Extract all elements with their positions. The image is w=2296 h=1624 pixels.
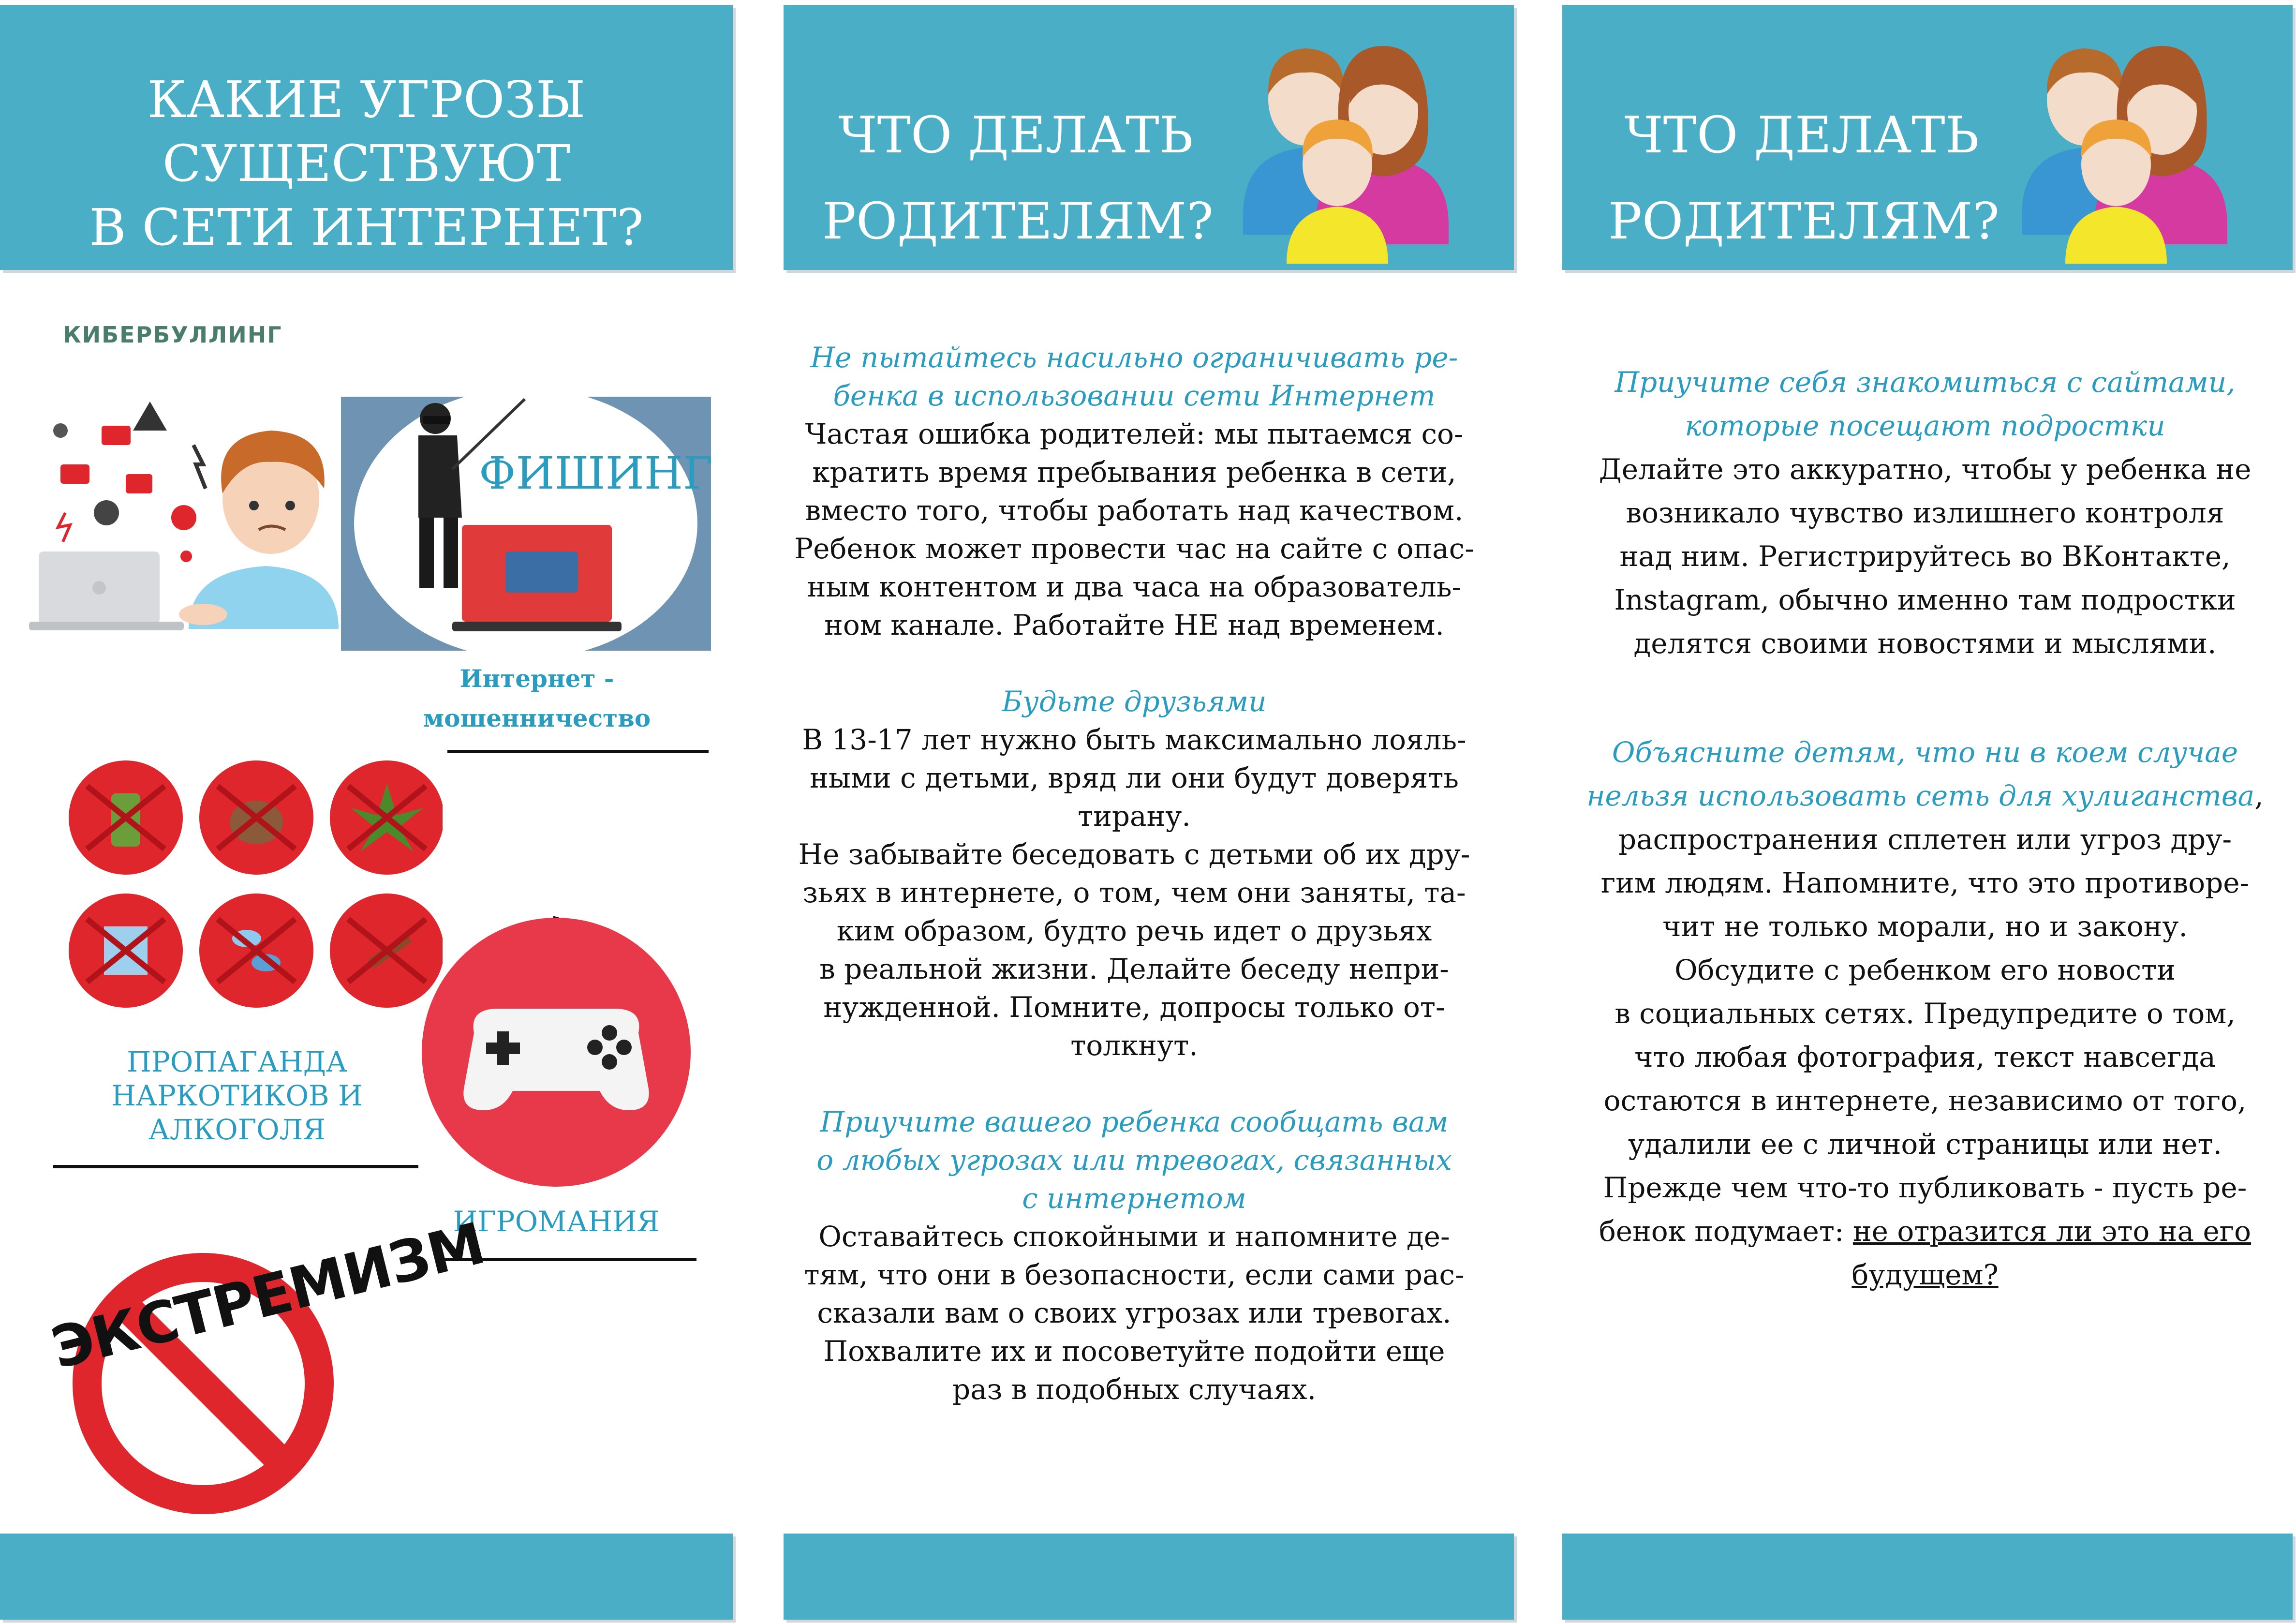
body-line: в социальных сетях. Предупредите о том, bbox=[1615, 997, 2236, 1030]
body-line: Не забывайте беседовать с детьми об их дру- bbox=[798, 838, 1470, 871]
panel3-content bbox=[1567, 360, 2283, 1296]
divider-line bbox=[447, 750, 709, 753]
panel3-title-line: РОДИТЕЛЯМ? bbox=[1608, 192, 2000, 251]
heading-line bbox=[1567, 774, 2283, 818]
body-line: зьях в интернете, о том, чем они заняты, та- bbox=[802, 876, 1466, 909]
body-line: вместо того, чтобы работать над качеством. bbox=[805, 494, 1464, 527]
section-body bbox=[784, 415, 1485, 644]
body-line bbox=[1567, 1253, 2283, 1296]
body-line: что любая фотография, текст навсегда bbox=[1634, 1041, 2216, 1073]
body-line: сказали вам о своих угрозах или тревогах. bbox=[817, 1296, 1452, 1329]
panel2-title bbox=[822, 92, 1214, 264]
heading-line: Не пытайтесь насильно ограничивать ре- bbox=[810, 341, 1458, 374]
section-heading bbox=[784, 339, 1485, 415]
body-line: Похвалите их и посоветуйте подойти еще bbox=[823, 1335, 1445, 1368]
body-line: возникало чувство излишнего контроля bbox=[1626, 496, 2224, 529]
fraud-caption bbox=[392, 659, 682, 738]
section-heading bbox=[1567, 360, 2283, 447]
section-heading bbox=[784, 683, 1485, 721]
heading-line: Будьте друзьями bbox=[1002, 685, 1267, 718]
body-line: ным контентом и два часа на образователь- bbox=[807, 570, 1462, 603]
section-body bbox=[1567, 447, 2283, 665]
body-line: Instagram, обычно именно там подростки bbox=[1614, 583, 2236, 616]
section-body bbox=[1567, 818, 2283, 1296]
body-line: Оставайтесь спокойными и напомните де- bbox=[818, 1220, 1450, 1253]
panel2-footer-banner bbox=[784, 1534, 1514, 1620]
body-line: тям, что они в безопасности, если сами рас- bbox=[804, 1258, 1465, 1291]
body-line: ными с детьми, вряд ли они будут доверять bbox=[810, 761, 1459, 794]
body-line: Обсудите с ребенком его новости bbox=[1674, 954, 2176, 986]
body-line: толкнут. bbox=[1070, 1029, 1198, 1062]
body-line: делятся своими новостями и мыслями. bbox=[1633, 627, 2217, 660]
extremism-label: ЭКСТРЕМИЗМ bbox=[45, 1209, 491, 1382]
body-line: тирану. bbox=[1078, 800, 1191, 833]
fraud-caption-line: Интернет - bbox=[459, 664, 614, 693]
section-body bbox=[784, 721, 1485, 1065]
section-heading bbox=[1567, 730, 2283, 818]
drugs-caption bbox=[73, 1045, 401, 1147]
panel3-title bbox=[1608, 92, 2000, 264]
panel1-title-line: КАКИЕ УГРОЗЫ bbox=[147, 70, 586, 129]
panel1-footer-banner bbox=[0, 1534, 733, 1620]
family-icon bbox=[2012, 31, 2230, 268]
body-line: чит не только морали, но и закону. bbox=[1662, 910, 2188, 943]
body-line: раз в подобных случаях. bbox=[952, 1373, 1317, 1406]
heading-line: с интернетом bbox=[1022, 1182, 1246, 1215]
body-line: в реальной жизни. Делайте беседу непри- bbox=[819, 953, 1449, 985]
heading-line: Приучите вашего ребенка сообщать вам bbox=[820, 1105, 1449, 1138]
body-line: распространения сплетен или угроз дру- bbox=[1618, 823, 2232, 856]
drugs-caption-line: АЛКОГОЛЯ bbox=[148, 1113, 326, 1146]
body-line: Частая ошибка родителей: мы пытаемся со- bbox=[805, 417, 1464, 450]
panel2-title-line: РОДИТЕЛЯМ? bbox=[822, 192, 1214, 251]
body-line: Прежде чем что-то публиковать - пусть ре- bbox=[1603, 1171, 2247, 1204]
phishing-illustration bbox=[341, 397, 711, 651]
panel1-title-line: СУЩЕСТВУЮТ bbox=[162, 134, 571, 193]
gamepad-icon bbox=[416, 912, 696, 1188]
heading-line: Объясните детям, что ни в коем случае bbox=[1612, 736, 2238, 769]
body-line: ким образом, будто речь идет о друзьях bbox=[836, 914, 1432, 947]
drugs-caption-line: НАРКОТИКОВ И bbox=[111, 1079, 363, 1112]
body-line: удалили ее с личной страницы или нет. bbox=[1628, 1128, 2222, 1161]
section-heading bbox=[784, 1103, 1485, 1218]
panel3-title-line: ЧТО ДЕЛАТЬ bbox=[1624, 105, 1979, 164]
panel2-title-line: ЧТО ДЕЛАТЬ bbox=[838, 105, 1193, 164]
gaming-caption: ИГРОМАНИЯ bbox=[453, 1205, 660, 1238]
underlined-text: будущем? bbox=[1852, 1258, 1999, 1291]
heading-line: которые посещают подростки bbox=[1685, 409, 2165, 442]
panel1-title-line: В СЕТИ ИНТЕРНЕТ? bbox=[89, 198, 644, 257]
body-line: Ребенок может провести час на сайте с опас- bbox=[794, 532, 1474, 565]
body-line: над ним. Регистрируйтесь во ВКонтакте, bbox=[1619, 540, 2231, 573]
heading-line: Приучите себя знакомиться с сайтами, bbox=[1615, 366, 2236, 399]
family-icon bbox=[1233, 31, 1451, 268]
body-line: кратить время пребывания ребенка в сети, bbox=[812, 456, 1456, 489]
heading-line: о любых угрозах или тревогах, связанных bbox=[816, 1144, 1452, 1177]
body-line bbox=[1567, 1209, 2283, 1253]
body-line: гим людям. Напомните, что это противоре- bbox=[1600, 866, 2250, 899]
body-line: ном канале. Работайте НЕ над временем. bbox=[824, 609, 1444, 641]
panel3-footer-banner bbox=[1562, 1534, 2293, 1620]
heading-line: бенка в использовании сети Интернет bbox=[833, 379, 1436, 412]
section-body bbox=[784, 1218, 1485, 1409]
drugs-caption-line: ПРОПАГАНДА bbox=[127, 1045, 347, 1078]
cyberbullying-illustration bbox=[29, 368, 339, 648]
underlined-text: не отразится ли это на его bbox=[1852, 1215, 2252, 1248]
heading-comma: , bbox=[2254, 779, 2264, 812]
fraud-caption-line: мошенничество bbox=[423, 704, 651, 732]
cyberbullying-label: КИБЕРБУЛЛИНГ bbox=[63, 322, 282, 348]
panel2-content bbox=[784, 339, 1485, 1409]
body-line: нужденной. Помните, допросы только от- bbox=[823, 991, 1445, 1024]
drugs-alcohol-icons bbox=[65, 760, 443, 1016]
heading-text: нельзя использовать сеть для хулиганства bbox=[1586, 779, 2255, 812]
divider-line bbox=[53, 1165, 418, 1168]
body-text: бенок подумает: bbox=[1599, 1215, 1853, 1248]
body-line: Делайте это аккуратно, чтобы у ребенка не bbox=[1599, 453, 2252, 486]
panel1-title bbox=[0, 68, 733, 259]
body-line: В 13-17 лет нужно быть максимально лояль- bbox=[802, 723, 1466, 756]
phishing-label: ФИШИНГ bbox=[479, 447, 712, 499]
body-line: остаются в интернете, независимо от того, bbox=[1603, 1084, 2247, 1117]
